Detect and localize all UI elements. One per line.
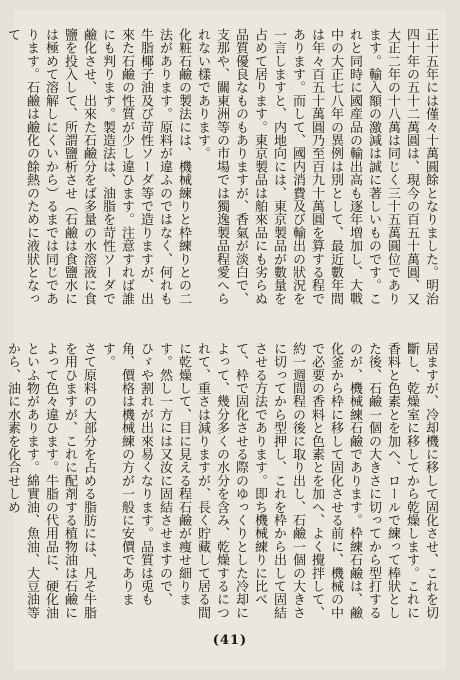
lower-text-block <box>5 342 440 632</box>
paragraph: 化粧石鹼の製法には、機械練りと枠練りとの二法があります。原料が違ふのではなく、何れも牛脂椰子油及び苛性ソーダ等で造りますが、出來た石鹼の性質が少し違ひます。注意すれば誰にも判ります。製造法は、油脂を苛性ソーダで鹼化させ、出來た石鹼分をば多量の水溶液に食鹽を投入して、所謂鹽析させ（石鹼は食鹽水には極めて溶解しにくいから）るまでは同じであります。石鹼は鹼化の餘熱のために液狀となって <box>5 28 191 306</box>
upper-text-block <box>5 28 440 308</box>
book-page <box>5 10 446 670</box>
paragraph: 居ますが、冷却機に移して固化させ、これを切斷し、乾燥室に移してから乾燥します。これに香料と色素とを加へ、ロールで練って棒狀とした後、石鹼一個の大きさに切ってから型打するのが、機械練石鹼であります。枠練石鹼は、鹼化釜から枠に移して固化させる前に、機械の中で必要の香料と色素とを加へ、よく攪拌して、約一週間程の後に取り出し、石鹼一個の大きさに切ってから型押し、これを枠から出して固結させる方法であります。即ち機械練りに比べて、枠で固化させる際のゆっくりとした冷却によって、幾分多くの水分を含み、乾燥するにつれて、重さは減りますが、長く貯藏して居る間に乾燥して、目に見える程石鹼が痩せ細ります。然し一方には又汝に固結させますので、ひゞや割れが出來易くなります。品質は兎も角、價格は機械練の方が一般に安價であります。 <box>100 342 438 620</box>
page-number: (41) <box>212 633 248 648</box>
paragraph: さて原料の大部分を占める脂肪には、凡そ牛脂を用ひますが、これに配剤する植物油は石鹼によって色々違ひます。牛脂の代用品に、硬化油といふ物があります。綿實油、魚油、大豆油等から、油に水素を化合せしめ <box>5 342 96 620</box>
paragraph: 正十五年には僅々十萬圓餘となりました。明治四十年の五十二萬圓は、現今の百五十萬圓、又大正二年の十八萬は同じく三十五萬圓位であります。輸入額の激減は誠に著しいものです。これと同時に國産品の輸出高も逐年増加し、大戰中の大正七八年の異例は別として、最近數年間は年々百五十萬圓乃至百九十萬圓を算する程であります。而して、國内消費及び輸出の狀況を一言しますと、内地向には、東京製品が數量を占めて居ります。東京製品は舶來品にも劣らぬ品質優良なものもありますが、香氣が淡白で、支那や、關東洲等の市場では獨逸製品程愛へられない樣であります。 <box>195 28 438 306</box>
